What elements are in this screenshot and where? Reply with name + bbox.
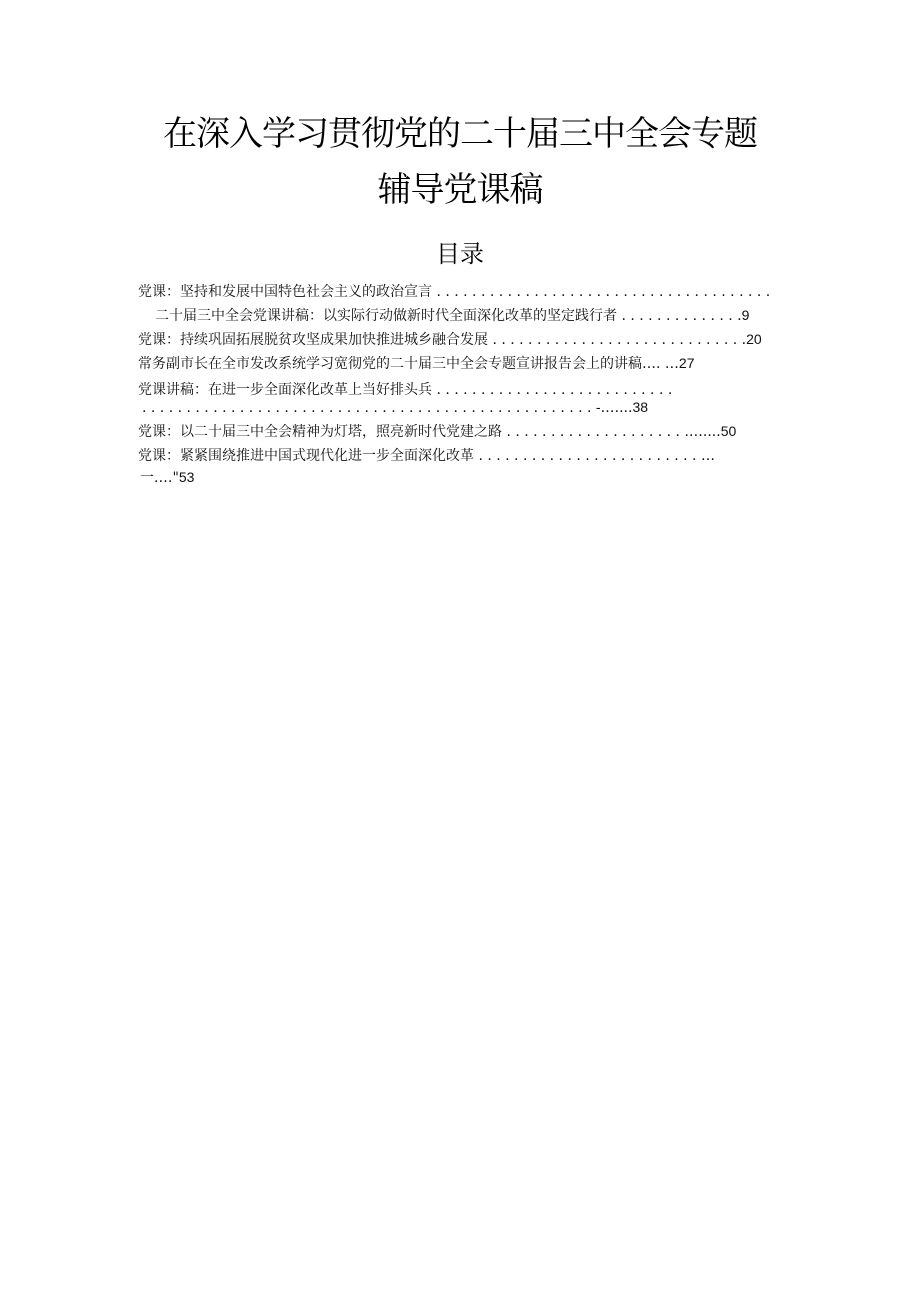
document-title-line-1: 在深入学习贯彻党的二十届三中全会专题 bbox=[163, 114, 757, 154]
toc-entry-title: 党课：以二十届三中全会精神为灯塔，照亮新时代党建之路 bbox=[138, 424, 502, 440]
toc-entry-4[interactable] bbox=[138, 354, 694, 373]
toc-entry-leader: . . . . . . . . . . . . . . . . . . . . .….... bbox=[502, 424, 721, 440]
toc-entry-page: 9 bbox=[741, 307, 750, 323]
toc-entry-leader: …. … bbox=[642, 356, 679, 372]
toc-entry-page: 50 bbox=[720, 423, 737, 439]
toc-entry-title: 党课讲稿：在进一步全面深化改革上当好排头兵 bbox=[138, 382, 432, 398]
toc-entry-6[interactable] bbox=[138, 422, 736, 441]
toc-entry-5[interactable] bbox=[138, 380, 672, 399]
toc-entry-1[interactable] bbox=[138, 282, 770, 301]
toc-entry-leader: . . . . . . . . . . . . . . . . . . . . . . . . . . . . . . . . . . . . . . bbox=[432, 284, 771, 300]
toc-entry-leader: . . . . . . . . . . . . . . . . . . . . . . . . . … bbox=[474, 448, 715, 464]
document-title-line-2: 辅导党课稿 bbox=[377, 170, 543, 210]
toc-entry-leader: . . . . . . . . . . . . . . . . . . . . . . . . . . . bbox=[432, 382, 673, 398]
toc-entry-title: 二十届三中全会党课讲稿：以实际行动做新时代全面深化改革的坚定践行者 bbox=[155, 308, 617, 324]
toc-entry-title: 党课：持续巩固拓展脱贫攻坚成果加快推进城乡融合发展 bbox=[138, 332, 488, 348]
toc-entry-page: 27 bbox=[678, 355, 695, 371]
toc-entry-7-continuation[interactable] bbox=[140, 468, 194, 487]
toc-entry-page: 20 bbox=[746, 331, 762, 347]
toc-entry-leader: . . . . . . . . . . . . . . . . . . . . . . . . . . . . . . . . . . . . . . . . . . . . . . . . . . . -.…... bbox=[142, 400, 633, 416]
toc-entry-title: 党课：坚持和发展中国特色社会主义的政治宣言 bbox=[138, 284, 432, 300]
toc-entry-leader: 一.…" bbox=[140, 470, 179, 486]
toc-entry-7[interactable] bbox=[138, 446, 715, 465]
toc-entry-title: 党课：紧紧围绕推进中国式现代化进一步全面深化改革 bbox=[138, 448, 474, 464]
toc-entry-3[interactable] bbox=[138, 330, 762, 349]
toc-entry-title: 常务副市长在全市发改系统学习宽彻党的二十届三中全会专题宣讲报告会上的讲稿 bbox=[138, 356, 642, 372]
toc-entry-page: 38 bbox=[632, 399, 649, 415]
toc-entry-leader: . . . . . . . . . . . . . . bbox=[617, 308, 742, 324]
toc-entry-2[interactable] bbox=[155, 306, 749, 325]
toc-entry-page: 53 bbox=[178, 469, 195, 485]
toc-entry-5-continuation[interactable] bbox=[142, 398, 648, 417]
toc-entry-leader: . . . . . . . . . . . . . . . . . . . . . . . . . . . . . bbox=[488, 332, 747, 348]
toc-heading: 目录 bbox=[436, 240, 484, 268]
